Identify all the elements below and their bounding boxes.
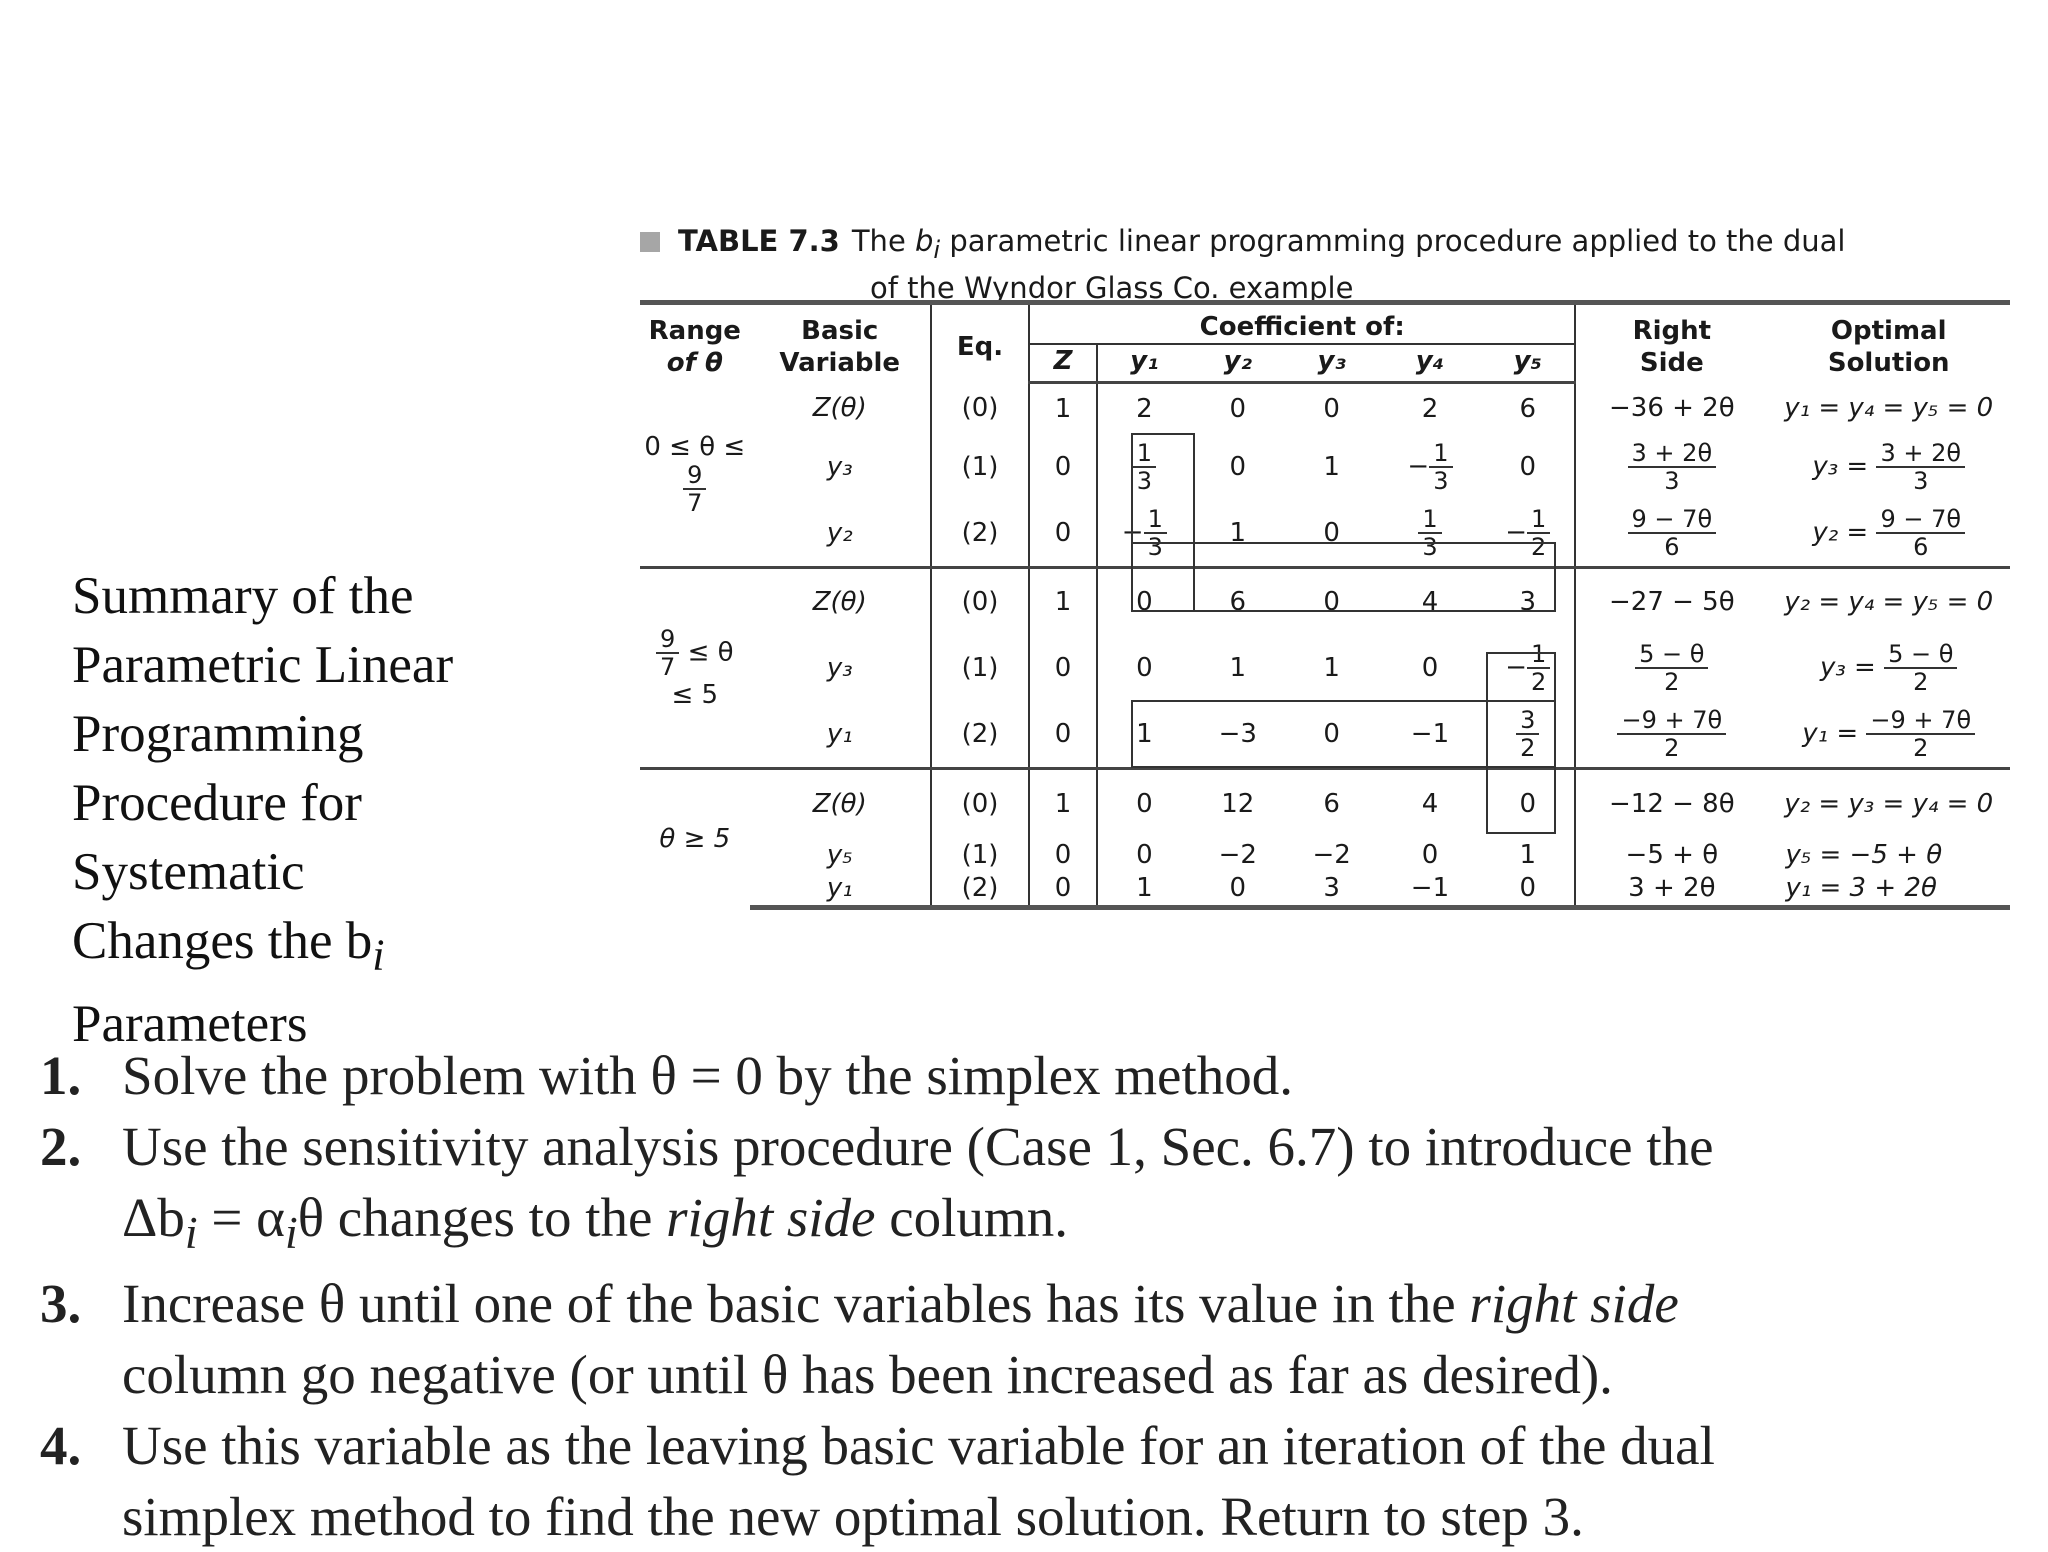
table-row: $\frac{9}{7}$ ≤ θ ≤ 5 Z(θ) (0) 1 0 6 0 4 3 −27 − 5θ y₂ = y₄ = y₅ = 0: [640, 568, 2010, 636]
step-text: Increase θ until one of the basic variables has its value in the right side: [122, 1273, 1679, 1334]
side-title-line: [72, 907, 592, 990]
table-row: y₂ (2) 0 − $\frac{1}{3}$ 1 0 $\frac{1}{3}$ − $\frac{1}{2}$ $\frac{9 - 7\theta}{6}$ y₂ = $\frac{9 - 7\theta}{6}$: [640, 500, 2010, 568]
header-right-side: Right Side: [1575, 303, 1767, 383]
step-text: Use the sensitivity analysis procedure (Case 1, Sec. 6.7) to introduce the: [122, 1116, 1714, 1177]
header-y1: y₁: [1097, 344, 1191, 383]
side-title-line: Systematic: [72, 843, 305, 901]
steps-list: [40, 1040, 1980, 1552]
step-text-line2: $\Delta b_i = \alpha_i\theta$ changes to the right side column.: [122, 1187, 1068, 1258]
header-basic: Basic Variable: [750, 303, 931, 383]
caption-square-icon: [640, 232, 660, 252]
side-title: [72, 562, 592, 1059]
header-y3: y₃: [1285, 344, 1379, 383]
side-title-line: Parameters: [72, 994, 308, 1053]
caption-line2: of the Wyndor Glass Co. example: [870, 270, 1354, 305]
header-eq: Eq.: [931, 303, 1029, 383]
header-y4: y₄: [1379, 344, 1482, 383]
list-item: 3. Increase θ until one of the basic variables has its value in the right side column go negative (or until θ has been increased as far as desired).: [40, 1268, 1980, 1410]
table-caption: [640, 222, 2010, 307]
parametric-table: [640, 300, 2010, 910]
table-row: y₁ (2) 0 1 0 3 −1 0 3 + 2θ y₁ = 3 + 2θ: [640, 872, 2010, 908]
list-item: 4. Use this variable as the leaving basic variable for an iteration of the dual simplex method to find the new optimal solution. Return to step 3.: [40, 1410, 1980, 1552]
side-title-subscript: i: [372, 930, 385, 980]
side-title-line: Parametric Linear: [72, 636, 454, 694]
table-row: y₃ (1) 0 $\frac{1}{3}$ 0 1 − $\frac{1}{3}$ 0 $\frac{3 + 2\theta}{3}$ y₃ = $\frac{3 + 2\theta}{3}$: [640, 434, 2010, 500]
header-z: Z: [1029, 344, 1097, 383]
table-row: y₃ (1) 0 0 1 1 0 − $\frac{1}{2}$ $\frac{5 - \theta}{2}$ y₃ = $\frac{5 - \theta}{2}$: [640, 635, 2010, 701]
table-row: y₅ (1) 0 0 −2 −2 0 1 −5 + θ y₅ = −5 + θ: [826, 840, 1943, 870]
header-range: Range of θ: [640, 303, 750, 383]
step-text-line2: column go negative (or until θ has been increased as far as desired).: [122, 1344, 1613, 1405]
side-title-line: Summary of the: [72, 567, 414, 625]
caption-text: parametric linear programming procedure applied to the dual: [949, 224, 1846, 258]
side-title-line: Programming: [72, 705, 364, 763]
step-text: Use this variable as the leaving basic variable for an iteration of the dual: [122, 1415, 1715, 1476]
range-cell: 0 ≤ θ ≤ $\frac{9}{7}$: [644, 432, 746, 518]
side-title-line: Procedure for: [72, 774, 362, 832]
header-coefficient: Coefficient of:: [1029, 303, 1575, 345]
range-cell: θ ≥ 5: [640, 769, 750, 908]
step-text-line2: simplex method to find the new optimal solution. Return to step 3.: [122, 1486, 1584, 1547]
range-cell: $\frac{9}{7}$ ≤ θ ≤ 5: [640, 568, 750, 769]
caption-b-sub: i: [933, 235, 941, 264]
caption-label: TABLE 7.3: [678, 224, 840, 258]
header-y5: y₅: [1481, 344, 1575, 383]
table-row: y₁ (2) 0 1 −3 0 −1 $\frac{3}{2}$ $\frac{-9 + 7\theta}{2}$ y₁ = $\frac{-9 + 7\theta}{2}$: [640, 701, 2010, 769]
table-row: θ ≥ 5 Z(θ) (0) 1 0 12 6 4 0 −12 − 8θ y₂ = y₃ = y₄ = 0: [640, 769, 2010, 839]
header-optimal: Optimal Solution: [1767, 303, 2010, 383]
caption-b: b: [915, 224, 934, 258]
list-item: 2. Use the sensitivity analysis procedure (Case 1, Sec. 6.7) to introduce the $\Delta b_i = \alpha_i\theta$ changes to the right side column.: [40, 1111, 1980, 1268]
header-y2: y₂: [1191, 344, 1285, 383]
table-row: 0 ≤ θ ≤ $\frac{9}{7}$ Z(θ) (0) 1 2 0 0 2 6 −36 + 2θ y₁ = y₄ = y₅ = 0: [640, 383, 2010, 435]
side-title-text: Changes the b: [72, 912, 373, 970]
step-text: Solve the problem with θ = 0 by the simplex method.: [122, 1045, 1293, 1106]
list-item: 1. Solve the problem with θ = 0 by the simplex method.: [40, 1045, 1293, 1106]
caption-text: The: [851, 224, 906, 258]
